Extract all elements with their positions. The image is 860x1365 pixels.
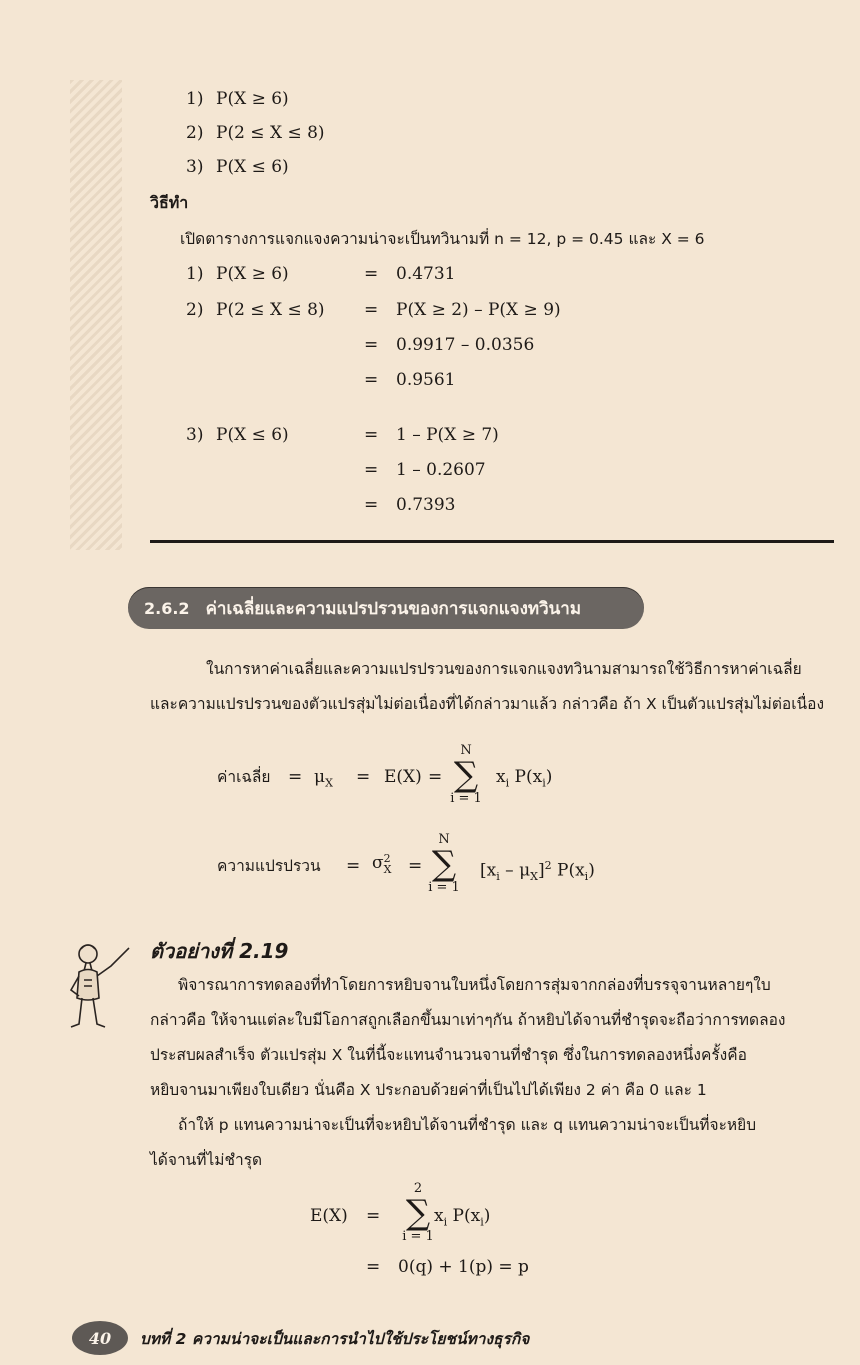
running-footer: บทที่ 2 ความน่าจะเป็นและการนำไปใช้ประโยชน์ทางธุรกิจ — [140, 1330, 530, 1348]
teacher-pointer-icon — [62, 940, 132, 1032]
answer-eq: = — [364, 264, 379, 284]
mean-label: ค่าเฉลี่ย — [217, 768, 271, 786]
solution-intro: เปิดตารางการแจกแจงความน่าจะเป็นทวินามที่ n = 12, p = 0.45 และ X = 6 — [180, 230, 705, 248]
example-summation: 2 ∑ i = 1 — [402, 1181, 434, 1244]
example-paragraph-line: หยิบจานมาเพียงใบเดียว นั่นคือ X ประกอบด้วยค่าที่เป็นไปได้เพียง 2 ค่า คือ 0 และ 1 — [150, 1081, 707, 1099]
problem-1-num: 1) — [186, 89, 204, 109]
example-term: $x_i$ $P(x_i)$ — [434, 1206, 491, 1229]
answer-eq: = — [364, 300, 379, 320]
problem-2-expr: P(2 ≤ X ≤ 8) — [216, 123, 325, 143]
answer-expr: P(X ≤ 6) — [216, 425, 289, 445]
problem-3-expr: P(X ≤ 6) — [216, 157, 289, 177]
answer-num: 2) — [186, 300, 204, 320]
answer-value: 0.4731 — [396, 264, 456, 284]
answer-value: 1 – P(X ≥ 7) — [396, 425, 499, 445]
answer-value: P(X ≥ 2) – P(X ≥ 9) — [396, 300, 561, 320]
example-eq2: = — [366, 1257, 381, 1277]
answer-expr: P(X ≥ 6) — [216, 264, 289, 284]
mean-term: $x_i$ $P(x_i)$ — [496, 767, 553, 790]
example-paragraph-line: ถ้าให้ p แทนความน่าจะเป็นที่จะหยิบได้จานที่ชำรุด และ q แทนความน่าจะเป็นที่จะหยิบ — [178, 1116, 757, 1134]
example-lhs: E(X) — [310, 1206, 348, 1226]
answer-eq: = — [364, 370, 379, 390]
answer-num: 1) — [186, 264, 204, 284]
mean-eq: = — [288, 767, 303, 787]
mean-summation: N ∑ i = 1 — [450, 743, 482, 806]
answer-eq: = — [364, 460, 379, 480]
section-divider — [150, 540, 834, 543]
solution-heading: วิธีทำ — [150, 193, 189, 212]
answer-eq: = — [364, 495, 379, 515]
answer-value: 0.7393 — [396, 495, 456, 515]
section-paragraph-line: และความแปรปรวนของตัวแปรสุ่มไม่ต่อเนื่องที่ได้กล่าวมาแล้ว กล่าวคือ ถ้า X เป็นตัวแปรสุ่มไม่ต่อเนื่อง — [150, 695, 825, 713]
answer-value: 1 – 0.2607 — [396, 460, 486, 480]
section-number: 2.6.2 — [144, 598, 190, 618]
mean-mu: $\mu_X$ — [314, 767, 333, 790]
example-paragraph-line: ประสบผลสำเร็จ ตัวแปรสุ่ม X ในที่นี้จะแทนจำนวนจานที่ชำรุด ซึ่งในการทดลองหนึ่งครั้งคือ — [150, 1046, 747, 1064]
mean-ex: E(X) — [384, 767, 422, 787]
example-eq: = — [366, 1206, 381, 1226]
problem-3-num: 3) — [186, 157, 204, 177]
variance-eq: = — [346, 856, 361, 876]
mean-eq3: = — [428, 767, 443, 787]
variance-label: ความแปรปรวน — [217, 857, 321, 875]
example-title: ตัวอย่างที่ 2.19 — [150, 939, 289, 963]
problem-1-expr: P(X ≥ 6) — [216, 89, 289, 109]
answer-value: 0.9917 – 0.0356 — [396, 335, 535, 355]
page-number: 40 — [72, 1321, 128, 1355]
example-paragraph-line: ได้จานที่ไม่ชำรุด — [150, 1151, 263, 1169]
section-paragraph-line: ในการหาค่าเฉลี่ยและความแปรปรวนของการแจกแจงทวินามสามารถใช้วิธีการหาค่าเฉลี่ย — [206, 660, 802, 678]
variance-sigma-sq: σ 2 X — [372, 851, 392, 876]
answer-eq: = — [364, 425, 379, 445]
section-header — [128, 587, 644, 629]
problem-2-num: 2) — [186, 123, 204, 143]
section-title: ค่าเฉลี่ยและความแปรปรวนของการแจกแจงทวินาม — [205, 598, 582, 619]
example-paragraph-line: พิจารณาการทดลองที่ทำโดยการหยิบจานใบหนึ่งโดยการสุ่มจากกล่องที่บรรจุจานหลายๆใบ — [178, 976, 771, 994]
scan-shadow-stripe — [70, 80, 122, 550]
variance-term: $[x_i - \mu_X]^2$ $P(x_i)$ — [480, 859, 595, 884]
answer-num: 3) — [186, 425, 204, 445]
variance-summation: N ∑ i = 1 — [428, 832, 460, 895]
example-paragraph-line: กล่าวคือ ให้จานแต่ละใบมีโอกาสถูกเลือกขึ้นมาเท่าๆกัน ถ้าหยิบได้จานที่ชำรุดจะถือว่าการทดลอง — [150, 1011, 786, 1029]
answer-value: 0.9561 — [396, 370, 456, 390]
variance-eq2: = — [408, 856, 423, 876]
answer-expr: P(2 ≤ X ≤ 8) — [216, 300, 325, 320]
example-line2: 0(q) + 1(p) = p — [398, 1257, 529, 1277]
answer-eq: = — [364, 335, 379, 355]
mean-eq2: = — [356, 767, 371, 787]
